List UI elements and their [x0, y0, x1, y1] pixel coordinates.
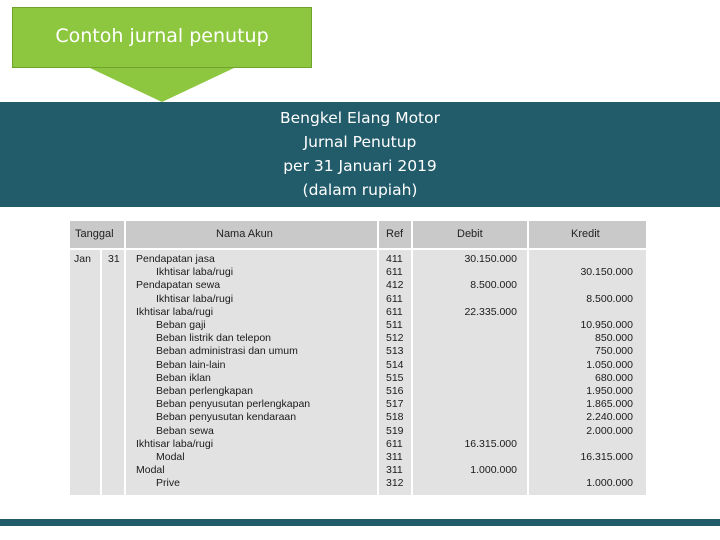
credit-cell: 2.240.000 [586, 411, 633, 424]
account-cell: Beban penyusutan kendaraan [156, 411, 297, 424]
credit-cell: 2.000.000 [586, 424, 633, 437]
credit-cell: 680.000 [595, 371, 633, 384]
ref-cell: 611 [386, 292, 403, 305]
ref-cell: 514 [386, 358, 404, 371]
entry-month: Jan [74, 253, 91, 265]
header-ref: Ref [386, 221, 403, 248]
slide-title-box [12, 7, 312, 68]
ref-cell: 311 [386, 451, 403, 463]
header-divider [70, 248, 646, 250]
ref-cell: 412 [386, 279, 404, 292]
ref-cell: 611 [386, 437, 403, 450]
ref-cell: 511 [386, 319, 403, 331]
date-divider [100, 249, 102, 495]
debit-cell: 1.000.000 [470, 464, 517, 477]
bottom-bar [0, 519, 720, 526]
account-cell: Beban gaji [156, 319, 206, 331]
header-credit: Kredit [571, 221, 600, 248]
company-name: Bengkel Elang Motor [279, 109, 440, 127]
account-cell: Beban lain-lain [156, 358, 226, 371]
credit-cell: 30.150.000 [580, 266, 633, 279]
column-divider [124, 221, 126, 495]
credit-cell: 1.050.000 [586, 358, 633, 371]
credit-cell: 750.000 [595, 345, 633, 358]
header-date: Tanggal [75, 221, 114, 248]
header-debit: Debit [457, 221, 483, 248]
report-unit: (dalam rupiah) [302, 181, 418, 199]
debit-cell: 16.315.000 [464, 437, 517, 450]
debit-cell: 8.500.000 [470, 279, 517, 292]
ref-cell: 516 [386, 385, 404, 397]
account-cell: Pendapatan jasa [136, 253, 215, 265]
ref-cell: 519 [386, 424, 404, 437]
ref-cell: 518 [386, 411, 404, 424]
credit-cell: 8.500.000 [586, 292, 633, 305]
account-cell: Prive [156, 477, 180, 490]
credit-cell: 1.000.000 [586, 477, 633, 490]
account-cell: Beban administrasi dan umum [156, 345, 298, 358]
ref-cell: 611 [386, 305, 403, 318]
account-cell: Modal [136, 464, 165, 477]
report-period: per 31 Januari 2019 [283, 157, 437, 175]
debit-cell: 22.335.000 [464, 305, 517, 318]
account-cell: Beban iklan [156, 371, 211, 384]
entry-day: 31 [108, 253, 120, 265]
account-cell: Beban listrik dan telepon [156, 332, 271, 345]
header-account: Nama Akun [216, 221, 273, 248]
journal-table [70, 221, 646, 495]
account-cell: Ikhtisar laba/rugi [156, 266, 234, 279]
slide-title: Contoh jurnal penutup [55, 25, 269, 47]
column-divider [377, 221, 379, 495]
account-cell: Beban penyusutan perlengkapan [156, 398, 311, 411]
column-divider [527, 221, 529, 495]
ref-cell: 517 [386, 398, 404, 411]
report-name: Jurnal Penutup [303, 133, 417, 151]
credit-cell: 850.000 [595, 332, 633, 345]
account-cell: Ikhtisar laba/rugi [136, 437, 214, 450]
ref-cell: 515 [386, 371, 404, 384]
ref-cell: 513 [386, 345, 404, 358]
account-cell: Beban sewa [156, 424, 214, 437]
credit-cell: 1.865.000 [586, 398, 633, 411]
report-header-band [0, 102, 720, 207]
credit-cell: 1.950.000 [586, 385, 633, 397]
ref-cell: 611 [386, 266, 403, 279]
down-arrow-icon [90, 68, 234, 102]
ref-cell: 411 [386, 253, 403, 265]
debit-cell: 30.150.000 [464, 253, 517, 265]
ref-cell: 512 [386, 332, 404, 345]
account-cell: Pendapatan sewa [136, 279, 221, 292]
journal-header-row [70, 221, 646, 248]
account-cell: Modal [156, 451, 185, 463]
account-cell: Beban perlengkapan [156, 385, 253, 397]
account-cell: Ikhtisar laba/rugi [156, 292, 234, 305]
ref-cell: 312 [386, 477, 404, 490]
account-cell: Ikhtisar laba/rugi [136, 305, 214, 318]
credit-cell: 16.315.000 [580, 451, 633, 463]
column-divider [411, 221, 413, 495]
ref-cell: 311 [386, 464, 403, 477]
credit-cell: 10.950.000 [580, 319, 633, 331]
